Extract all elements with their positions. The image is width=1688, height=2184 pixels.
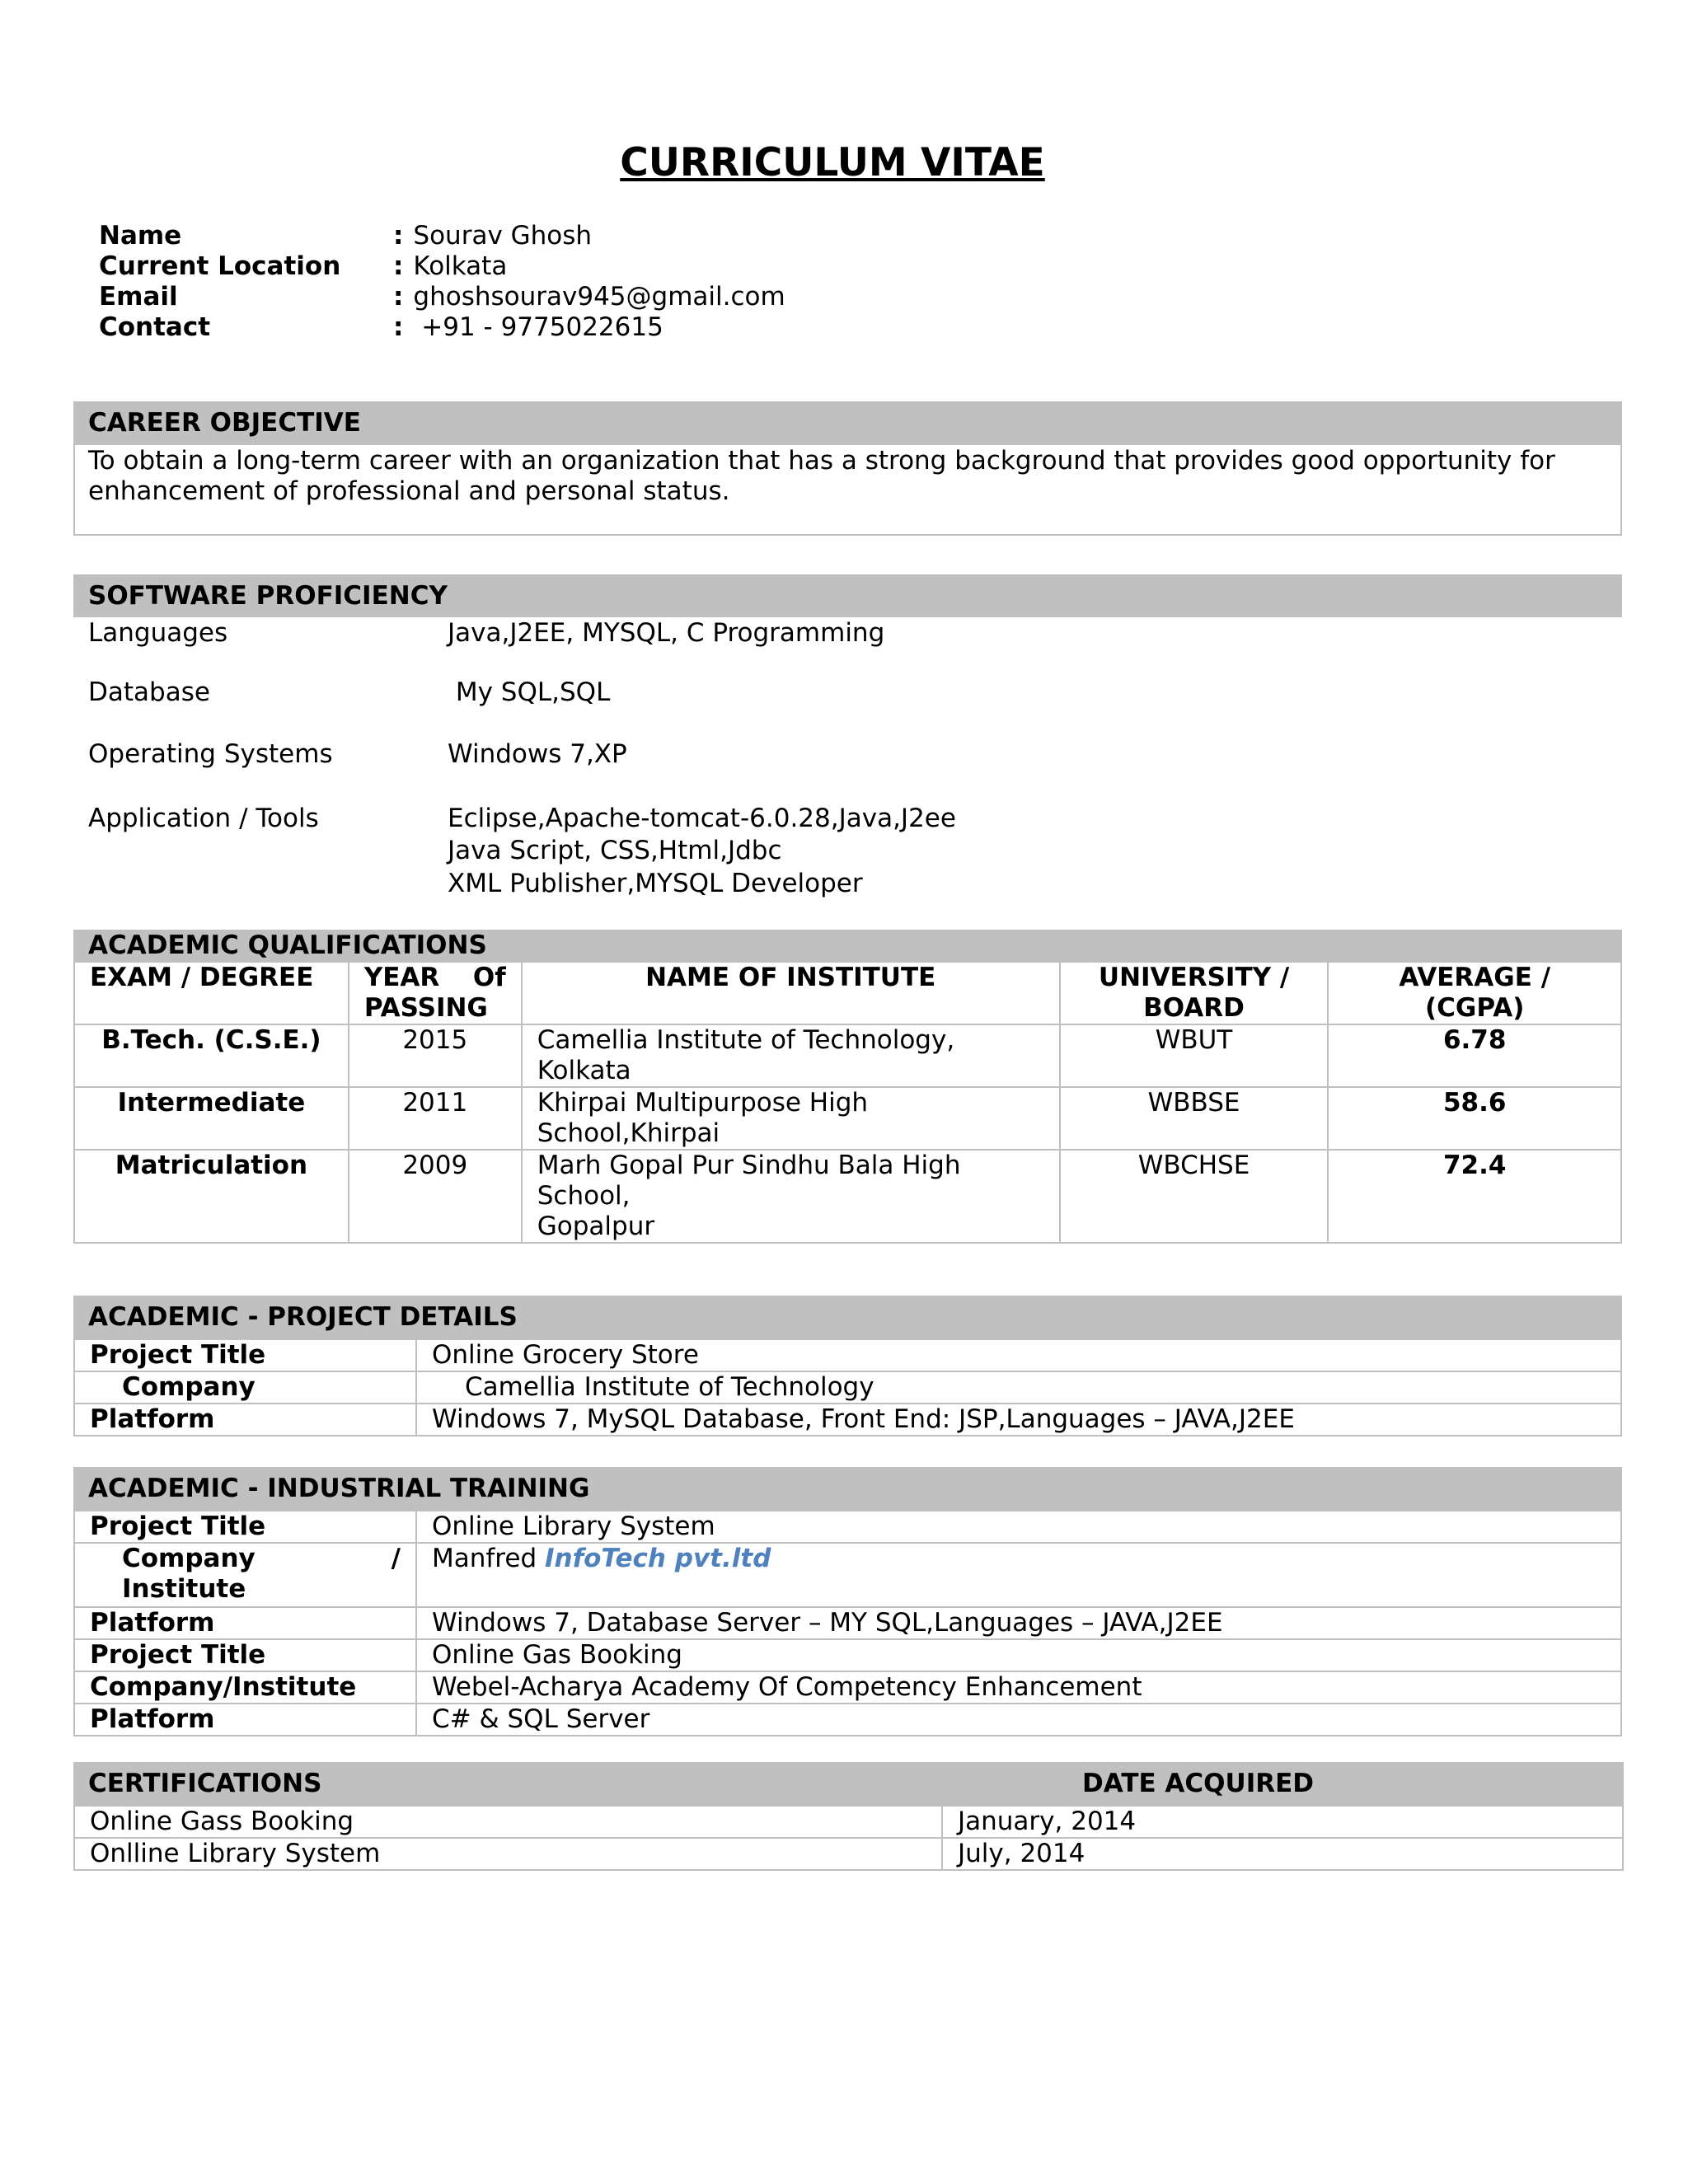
tools-label: Application / Tools — [88, 804, 319, 833]
database-label: Database — [88, 677, 210, 707]
separator: : — [393, 221, 404, 251]
email-row — [99, 282, 785, 312]
company-institute-label: Company / Institute — [74, 1543, 416, 1607]
company-institute-label: Company/Institute — [74, 1671, 416, 1704]
table-row — [74, 1339, 1621, 1371]
average-column-header: AVERAGE / (CGPA) — [1328, 962, 1621, 1024]
year-cell: 2015 — [349, 1024, 522, 1087]
table-row — [74, 1404, 1621, 1436]
tools-value-line-3: XML Publisher,MYSQL Developer — [448, 869, 863, 898]
board-column-header: UNIVERSITY / BOARD — [1060, 962, 1329, 1024]
project-title-label: Project Title — [74, 1639, 416, 1671]
year-cell: 2009 — [349, 1150, 522, 1243]
project-title-value: Online Grocery Store — [416, 1339, 1621, 1371]
platform-label: Platform — [74, 1404, 416, 1436]
page-title: CURRICULUM VITAE — [620, 140, 1045, 185]
table-row — [74, 1704, 1621, 1736]
separator: : — [393, 251, 404, 281]
languages-value: Java,J2EE, MYSQL, C Programming — [448, 618, 885, 648]
operating-systems-label: Operating Systems — [88, 739, 333, 769]
date-acquired-heading: DATE ACQUIRED — [1082, 1769, 1315, 1798]
personal-info — [99, 221, 785, 343]
table-row — [74, 1511, 1621, 1543]
average-cell: 72.4 — [1328, 1150, 1621, 1243]
operating-systems-value: Windows 7,XP — [448, 739, 627, 769]
location-value: Kolkata — [413, 251, 508, 281]
table-row — [74, 1150, 1621, 1243]
platform-value: Windows 7, MySQL Database, Front End: JSP,Languages – JAVA,J2EE — [416, 1404, 1621, 1436]
tools-value-line-2: Java Script, CSS,Html,Jdbc — [448, 836, 782, 865]
project-title-value: Online Library System — [416, 1511, 1621, 1543]
career-objective-heading: CAREER OBJECTIVE — [73, 401, 1622, 445]
company-institute-value: Webel-Acharya Academy Of Competency Enhancement — [416, 1671, 1621, 1704]
certification-name: Onlline Library System — [74, 1838, 942, 1870]
training-table — [73, 1510, 1622, 1736]
name-value: Sourav Ghosh — [413, 221, 593, 251]
industrial-training-heading: ACADEMIC - INDUSTRIAL TRAINING — [73, 1467, 1622, 1510]
board-cell: WBCHSE — [1060, 1150, 1329, 1243]
average-cell: 6.78 — [1328, 1024, 1621, 1087]
company-link[interactable]: InfoTech pvt.ltd — [544, 1544, 771, 1573]
name-label: Name — [99, 221, 182, 251]
board-cell: WBBSE — [1060, 1087, 1329, 1150]
exam-cell: Intermediate — [74, 1087, 349, 1150]
table-row — [74, 1639, 1621, 1671]
project-title-value: Online Gas Booking — [416, 1639, 1621, 1671]
company-value: Camellia Institute of Technology — [416, 1371, 1621, 1404]
contact-label: Contact — [99, 312, 211, 342]
certifications-heading-bar — [73, 1762, 1624, 1805]
exam-column-header: EXAM / DEGREE — [74, 962, 349, 1024]
email-value[interactable]: ghoshsourav945@gmail.com — [413, 282, 785, 312]
career-objective-line-1: To obtain a long-term career with an organization that has a strong background that provides good opportunity for — [88, 446, 1555, 476]
platform-label: Platform — [74, 1607, 416, 1639]
location-row — [99, 251, 785, 282]
year-cell: 2011 — [349, 1087, 522, 1150]
project-title-label: Project Title — [74, 1339, 416, 1371]
table-header-row — [74, 962, 1621, 1024]
contact-row — [99, 312, 785, 343]
languages-label: Languages — [88, 618, 228, 648]
institute-cell: Marh Gopal Pur Sindhu Bala High School, Gopalpur — [522, 1150, 1060, 1243]
exam-cell: B.Tech. (C.S.E.) — [74, 1024, 349, 1087]
table-row — [74, 1371, 1621, 1404]
table-row — [74, 1607, 1621, 1639]
tools-value-line-1: Eclipse,Apache-tomcat-6.0.28,Java,J2ee — [448, 804, 956, 833]
institute-cell: Khirpai Multipurpose High School,Khirpai — [522, 1087, 1060, 1150]
certification-date: July, 2014 — [942, 1838, 1623, 1870]
certifications-heading: CERTIFICATIONS — [88, 1769, 322, 1798]
average-cell: 58.6 — [1328, 1087, 1621, 1150]
career-objective-line-2: enhancement of professional and personal status. — [88, 476, 730, 506]
certification-date: January, 2014 — [942, 1806, 1623, 1838]
project-title-label: Project Title — [74, 1511, 416, 1543]
table-row — [74, 1806, 1623, 1838]
name-row — [99, 221, 785, 251]
location-label: Current Location — [99, 251, 341, 281]
project-details-heading: ACADEMIC - PROJECT DETAILS — [73, 1296, 1622, 1338]
software-proficiency-heading: SOFTWARE PROFICIENCY — [73, 574, 1622, 617]
platform-value: Windows 7, Database Server – MY SQL,Languages – JAVA,J2EE — [416, 1607, 1621, 1639]
company-institute-value: Manfred InfoTech pvt.ltd — [416, 1543, 1621, 1607]
contact-value: +91 - 9775022615 — [413, 312, 663, 342]
certifications-table — [73, 1805, 1624, 1871]
table-row — [74, 1543, 1621, 1607]
certification-name: Online Gass Booking — [74, 1806, 942, 1838]
platform-label: Platform — [74, 1704, 416, 1736]
institute-cell: Camellia Institute of Technology, Kolkata — [522, 1024, 1060, 1087]
exam-cell: Matriculation — [74, 1150, 349, 1243]
table-row — [74, 1671, 1621, 1704]
institute-column-header: NAME OF INSTITUTE — [522, 962, 1060, 1024]
academic-table — [73, 961, 1622, 1244]
platform-value: C# & SQL Server — [416, 1704, 1621, 1736]
year-column-header: YEAR Of PASSING — [349, 962, 522, 1024]
table-row — [74, 1087, 1621, 1150]
company-label: Company — [74, 1371, 416, 1404]
board-cell: WBUT — [1060, 1024, 1329, 1087]
table-row — [74, 1024, 1621, 1087]
project-table — [73, 1338, 1622, 1436]
separator: : — [393, 312, 404, 342]
academic-qualifications-heading: ACADEMIC QUALIFICATIONS — [73, 930, 1622, 962]
table-row — [74, 1838, 1623, 1870]
database-value: My SQL,SQL — [448, 677, 611, 707]
email-label: Email — [99, 282, 178, 312]
separator: : — [393, 282, 404, 312]
